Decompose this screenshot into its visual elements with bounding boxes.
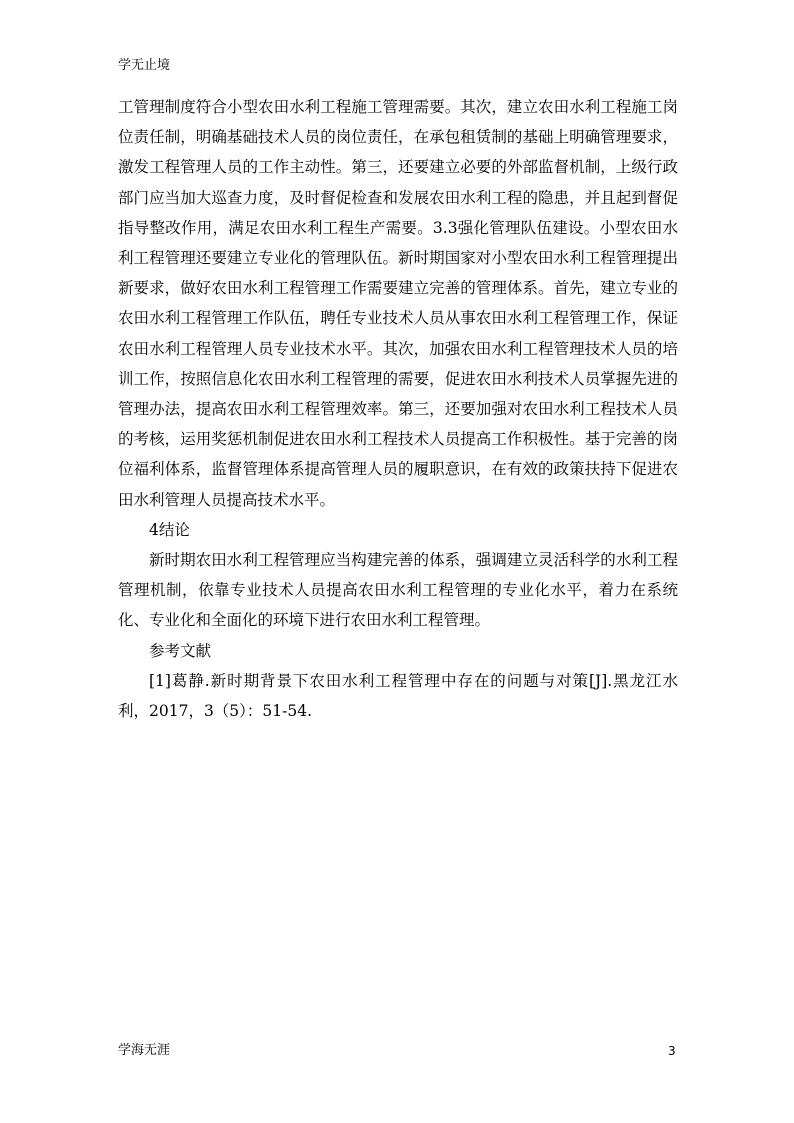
document-body [118, 92, 678, 726]
references-heading: 参考文献 [149, 641, 212, 660]
body-paragraph-continuation: 工管理制度符合小型农田水利工程施工管理需要。其次，建立农田水利工程施工岗位责任制，明确基础技术人员的岗位责任，在承包租赁制的基础上明确管理要求，激发工程管理人员的工作主动性。第三，还要建立必要的外部监督机制，上级行政部门应当加大巡查力度，及时督促检查和发展农田水利工程的隐患，并且起到督促指导整改作用，满足农田水利工程生产需要。3.3强化管理队伍建设。小型农田水利工程管理还要建立专业化的管理队伍。新时期国家对小型农田水利工程管理提出新要求，做好农田水利工程管理工作需要建立完善的管理体系。首先，建立专业的农田水利工程管理工作队伍，聘任专业技术人员从事农田水利工程管理工作，保证农田水利工程管理人员专业技术水平。其次，加强农田水利工程管理技术人员的培训工作，按照信息化农田水利工程管理的需要，促进农田水利技术人员掌握先进的管理办法，提高农田水利工程管理效率。第三，还要加强对农田水利工程技术人员的考核，运用奖惩机制促进农田水利工程技术人员提高工作积极性。基于完善的岗位福利体系，监督管理体系提高管理人员的履职意识，在有效的政策扶持下促进农田水利管理人员提高技术水平。 [118, 98, 678, 509]
page-number: 3 [668, 1044, 676, 1058]
conclusion-paragraph: 新时期农田水利工程管理应当构建完善的体系，强调建立灵活科学的水利工程管理机制，依靠专业技术人员提高农田水利工程管理的专业化水平，着力在系统化、专业化和全面化的环境下进行农田水利工程管理。 [118, 551, 678, 630]
page-header: 学无止境 [118, 58, 171, 73]
page-footer-text: 学海无涯 [118, 1043, 171, 1058]
conclusion-heading: 4结论 [149, 520, 190, 539]
reference-item: [1]葛静.新时期背景下农田水利工程管理中存在的问题与对策[J].黑龙江水利，2017，3（5）：51-54. [118, 671, 678, 721]
